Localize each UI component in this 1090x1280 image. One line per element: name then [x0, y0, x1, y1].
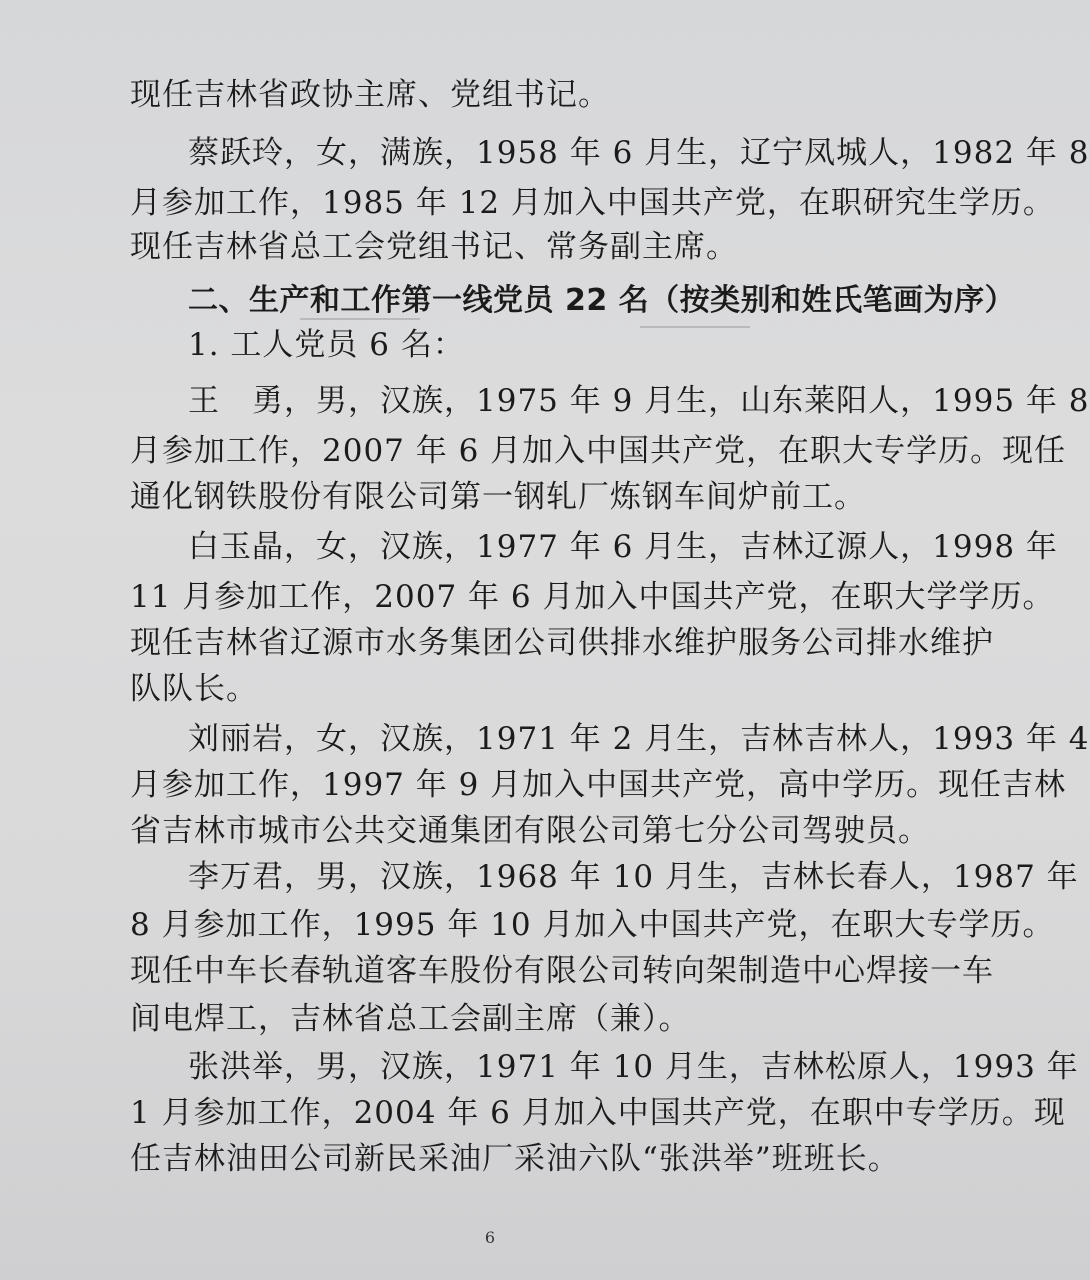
text-line: 李万君，男，汉族，1968 年 10 月生，吉林长春人，1987 年 [188, 859, 1079, 895]
text-line: 王 勇，男，汉族，1975 年 9 月生，山东莱阳人，1995 年 8 [188, 383, 1090, 419]
text-line: 月参加工作，1985 年 12 月加入中国共产党，在职研究生学历。 [130, 185, 1055, 221]
text-line: 白玉晶，女，汉族，1977 年 6 月生，吉林辽源人，1998 年 [188, 529, 1058, 565]
text-line: 现任吉林省辽源市水务集团公司供排水维护服务公司排水维护 [130, 625, 994, 661]
section-heading: 二、生产和工作第一线党员 22 名（按类别和姓氏笔画为序） [188, 283, 1016, 318]
text-line: 张洪举，男，汉族，1971 年 10 月生，吉林松原人，1993 年 [188, 1049, 1079, 1085]
text-line: 1 月参加工作，2004 年 6 月加入中国共产党，在职中专学历。现 [130, 1095, 1066, 1131]
text-line: 月参加工作，1997 年 9 月加入中国共产党，高中学历。现任吉林 [130, 767, 1067, 803]
scan-smudge [300, 318, 420, 320]
text-line: 现任中车长春轨道客车股份有限公司转向架制造中心焊接一车 [130, 953, 994, 989]
text-line: 8 月参加工作，1995 年 10 月加入中国共产党，在职大专学历。 [130, 907, 1055, 943]
text-line: 队队长。 [130, 671, 258, 707]
text-line: 通化钢铁股份有限公司第一钢轧厂炼钢车间炉前工。 [130, 479, 866, 515]
text-line: 现任吉林省政协主席、党组书记。 [130, 77, 610, 113]
text-line: 蔡跃玲，女，满族，1958 年 6 月生，辽宁凤城人，1982 年 8 [188, 135, 1090, 171]
page-number: 6 [484, 1228, 496, 1247]
text-line: 任吉林油田公司新民采油厂采油六队“张洪举”班班长。 [130, 1141, 900, 1177]
text-line: 刘丽岩，女，汉族，1971 年 2 月生，吉林吉林人，1993 年 4 [188, 721, 1090, 757]
text-line: 11 月参加工作，2007 年 6 月加入中国共产党，在职大学学历。 [130, 579, 1055, 615]
text-line: 省吉林市城市公共交通集团有限公司第七分公司驾驶员。 [130, 813, 930, 849]
text-line: 月参加工作，2007 年 6 月加入中国共产党，在职大专学历。现任 [130, 433, 1067, 469]
subsection-heading: 1. 工人党员 6 名： [188, 327, 465, 363]
text-line: 现任吉林省总工会党组书记、常务副主席。 [130, 229, 738, 265]
text-line: 间电焊工，吉林省总工会副主席（兼）。 [130, 1001, 691, 1037]
